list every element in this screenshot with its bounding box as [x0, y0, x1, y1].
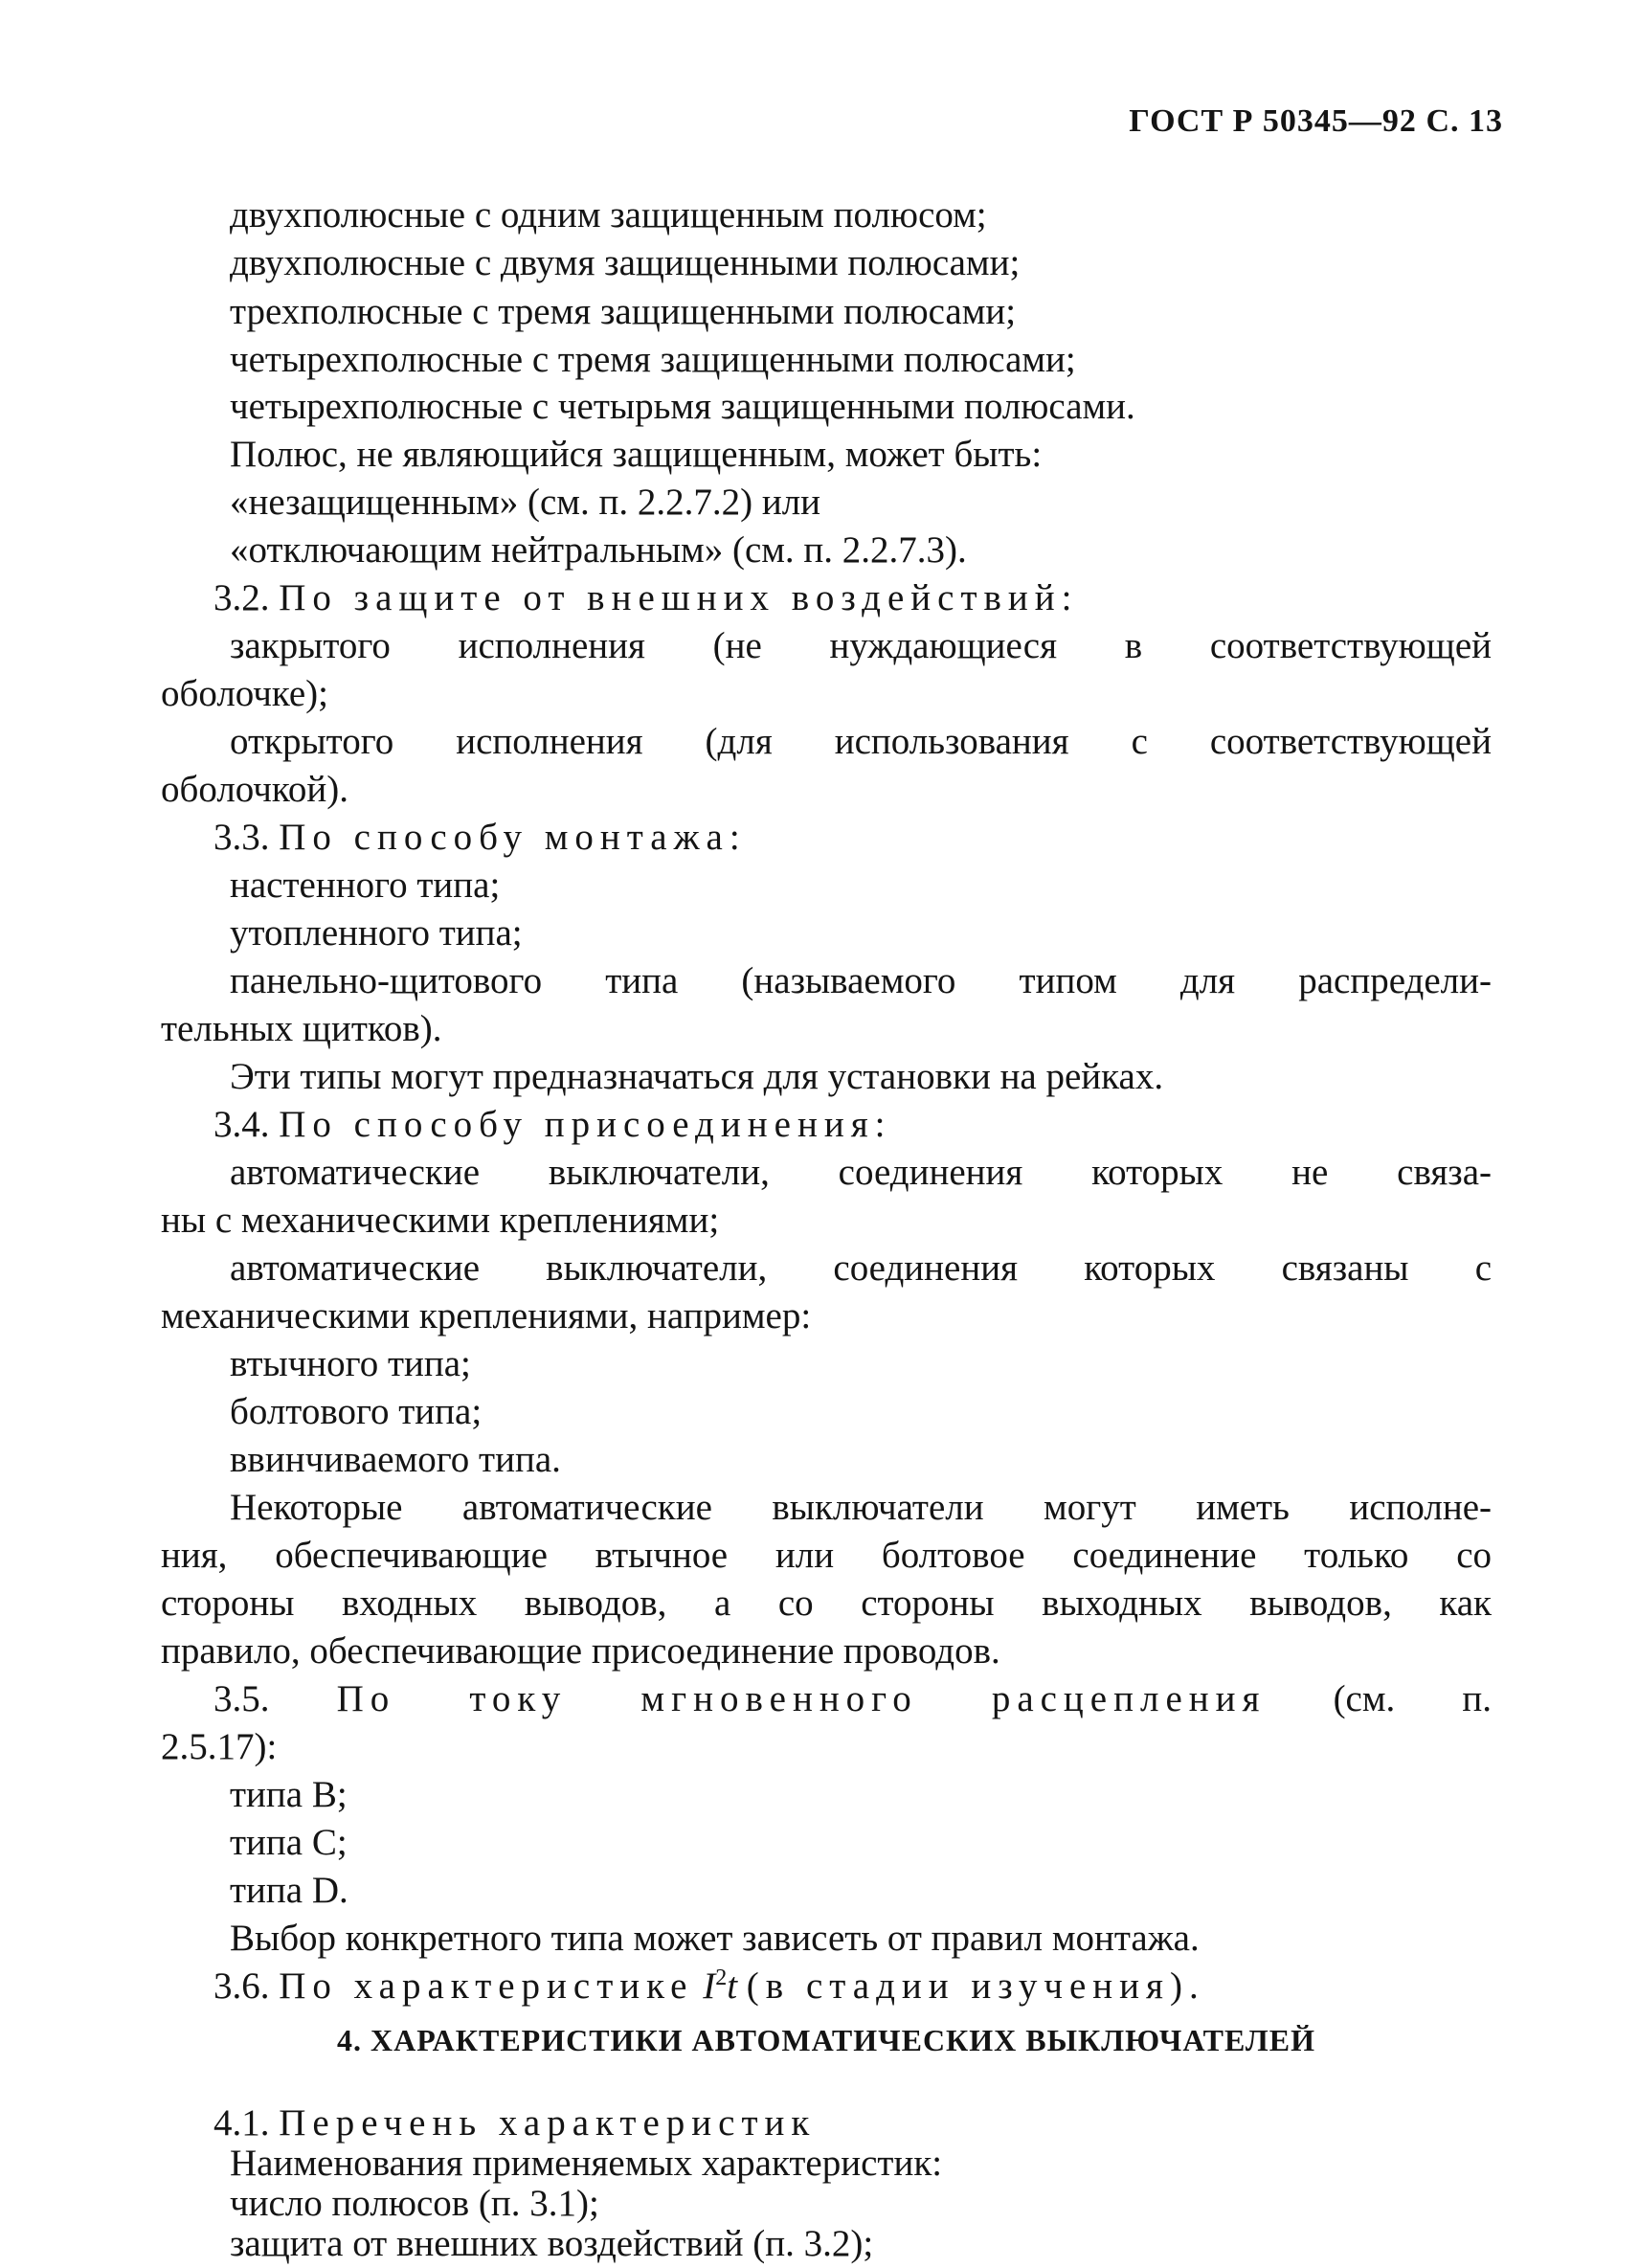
section-number: 3.4.	[213, 1104, 270, 1145]
text-line: механическими креплениями, например:	[161, 1295, 812, 1336]
section-title: Перечень характеристик	[279, 2102, 817, 2144]
text-line: автоматические выключатели, соединения которых связаны с	[230, 1247, 1492, 1289]
section-title: По способу присоединения:	[279, 1104, 892, 1145]
text-line: ны с механическими креплениями;	[161, 1200, 720, 1241]
text-line: число полюсов (п. 3.1);	[230, 2183, 599, 2224]
text-line: оболочке);	[161, 673, 329, 714]
text-line: правило, обеспечивающие присоединение проводов.	[161, 1630, 1000, 1672]
text-line: ния, обеспечивающие втычное или болтовое соединение только со	[161, 1535, 1492, 1576]
text-line: Выбор конкретного типа может зависеть от правил монтажа.	[230, 1918, 1200, 1959]
section-4-title: 4. ХАРАКТЕРИСТИКИ АВТОМАТИЧЕСКИХ ВЫКЛЮЧАТЕЛЕЙ	[336, 2023, 1315, 2057]
text-line: тельных щитков).	[161, 1008, 442, 1049]
text-line: ввинчиваемого типа.	[230, 1439, 561, 1480]
page-header	[1082, 103, 1503, 153]
text-line: типа D.	[230, 1870, 348, 1911]
text-line: автоматические выключатели, соединения которых не связа-	[230, 1152, 1492, 1193]
text-line: четырехполюсные с тремя защищенными полюсами;	[230, 339, 1076, 380]
text-line: Некоторые автоматические выключатели могут иметь исполне-	[230, 1487, 1492, 1528]
section-3-4-heading	[161, 1101, 1492, 1149]
formula-i2t: $I^2t$	[703, 1965, 738, 2007]
text-line: Эти типы могут предназначаться для установки на рейках.	[230, 1056, 1164, 1097]
section-title: По току мгновенного расцепления	[336, 1678, 1267, 1719]
text-line: трехполюсные с тремя защищенными полюсами;	[230, 291, 1017, 332]
text-line: «незащищенным» (см. п. 2.2.7.2) или	[230, 482, 821, 523]
text-line: типа C;	[230, 1822, 348, 1863]
section-reference: (см. п.	[1333, 1678, 1493, 1719]
text-line: утопленного типа;	[230, 912, 523, 954]
section-title: По защите от внешних воздействий:	[279, 577, 1079, 618]
section-3-6-heading	[161, 1963, 1492, 2010]
section-number: 3.5.	[213, 1678, 270, 1719]
text-line: типа B;	[230, 1774, 348, 1815]
section-number: 3.2.	[213, 577, 270, 618]
section-3-5-heading	[161, 1675, 1492, 1723]
text-line: защита от внешних воздействий (п. 3.2);	[230, 2223, 874, 2264]
text-line: втычного типа;	[230, 1343, 471, 1384]
section-3-3-heading	[161, 814, 1492, 862]
text-line: панельно-щитового типа (называемого типом для распредели-	[230, 960, 1492, 1001]
text-line: Полюс, не являющийся защищенным, может быть:	[230, 434, 1043, 475]
text-line: оболочкой).	[161, 769, 348, 810]
text-line: «отключающим нейтральным» (см. п. 2.2.7.3).	[230, 529, 967, 571]
section-number: 3.3.	[213, 817, 270, 858]
text-line: открытого исполнения (для использования с соответствующей	[230, 721, 1492, 762]
page-number: С. 13	[1426, 103, 1503, 139]
text-line: четырехполюсные с четырьмя защищенными полюсами.	[230, 386, 1135, 427]
text-line: Наименования применяемых характеристик:	[230, 2143, 943, 2184]
section-number: 3.6.	[213, 1965, 270, 2007]
text-line: стороны входных выводов, а со стороны выходных выводов, как	[161, 1583, 1492, 1624]
text-line: 2.5.17):	[161, 1726, 278, 1767]
document-id: ГОСТ Р 50345—92	[1129, 103, 1417, 139]
section-note: (в стадии изучения).	[746, 1965, 1205, 2007]
text-line: настенного типа;	[230, 865, 501, 906]
text-line: закрытого исполнения (не нуждающиеся в соответствующей	[230, 625, 1492, 666]
section-title: По способу монтажа:	[279, 817, 747, 858]
section-3-2-heading	[161, 574, 1492, 622]
text-line: двухполюсные с двумя защищенными полюсами;	[230, 242, 1021, 283]
section-number: 4.1.	[213, 2102, 270, 2144]
text-line: болтового типа;	[230, 1391, 483, 1432]
section-title: По характеристике	[279, 1965, 694, 2007]
text-line: двухполюсные с одним защищенным полюсом;	[230, 194, 987, 236]
